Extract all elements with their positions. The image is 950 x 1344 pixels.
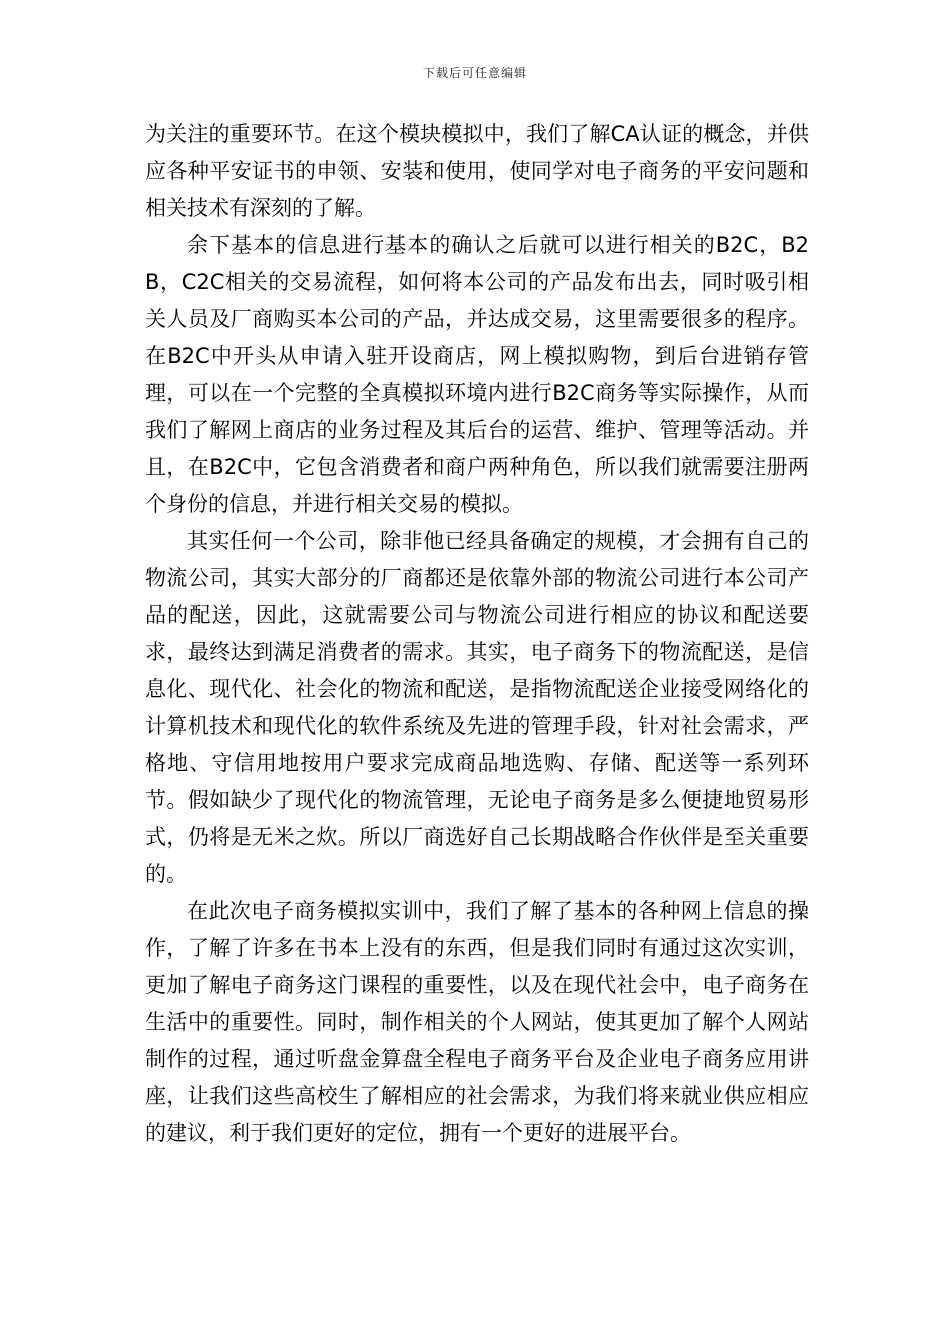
paragraph-1: 为关注的重要环节。在这个模块模拟中，我们了解CA认证的概念，并供应各种平安证书的申领、安装和使用，使同学对电子商务的平安问题和相关技术有深刻的了解。: [145, 122, 809, 220]
page-header: 下载后可任意编辑: [422, 66, 527, 80]
paragraph-2: 余下基本的信息进行基本的确认之后就可以进行相关的B2C，B2B，C2C相关的交易流程，如何将本公司的产品发布出去，同时吸引相关人员及厂商购买本公司的产品，并达成交易，这里需要很多的程序。在B2C中开头从申请入驻开设商店，网上模拟购物，到后台进销存管理，可以在一个完整的全真模拟环境内进行B2C商务等实际操作，从而我们了解网上商店的业务过程及其后台的运营、维护、管理等活动。并且，在B2C中，它包含消费者和商户两种角色，所以我们就需要注册两个身份的信息，并进行相关交易的模拟。: [145, 233, 809, 516]
paragraph-4: 在此次电子商务模拟实训中，我们了解了基本的各种网上信息的操作，了解了许多在书本上没有的东西，但是我们同时有通过这次实训，更加了解电子商务这门课程的重要性，以及在现代社会中，电子商务在生活中的重要性。同时，制作相关的个人网站，使其更加了解个人网站制作的过程，通过听盘金算盘全程电子商务平台及企业电子商务应用讲座，让我们这些高校生了解相应的社会需求，为我们将来就业供应相应的建议，利于我们更好的定位，拥有一个更好的进展平台。: [145, 899, 809, 1145]
document-body: [145, 116, 809, 1152]
paragraph-3: 其实任何一个公司，除非他已经具备确定的规模，才会拥有自己的物流公司，其实大部分的厂商都还是依靠外部的物流公司进行本公司产品的配送，因此，这就需要公司与物流公司进行相应的协议和配送要求，最终达到满足消费者的需求。其实，电子商务下的物流配送，是信息化、现代化、社会化的物流和配送，是指物流配送企业接受网络化的计算机技术和现代化的软件系统及先进的管理手段，针对社会需求，严格地、守信用地按用户要求完成商品地选购、存储、配送等一系列环节。假如缺少了现代化的物流管理，无论电子商务是多么便捷地贸易形式，仍将是无米之炊。所以厂商选好自己长期战略合作伙伴是至关重要的。: [145, 529, 809, 886]
